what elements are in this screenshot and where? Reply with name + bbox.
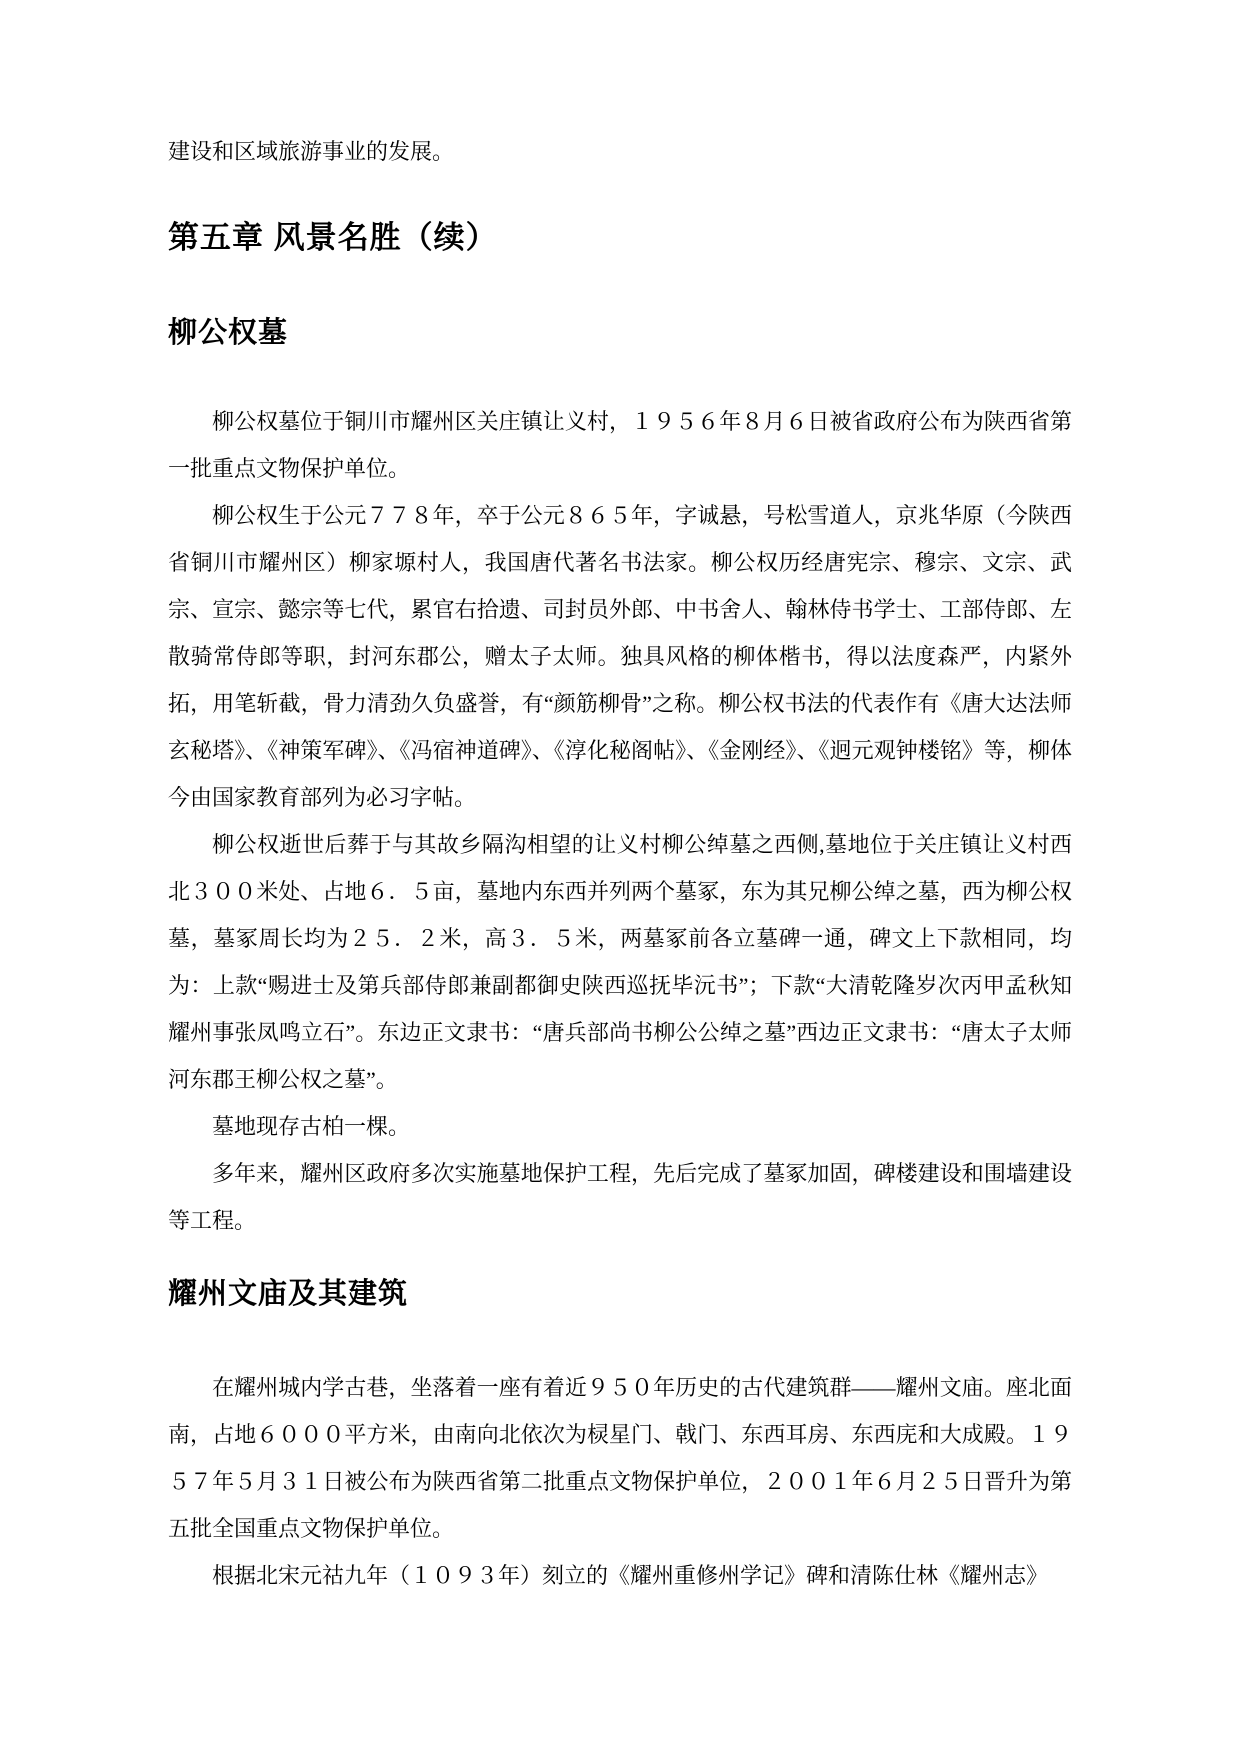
section-heading-yaozhou-temple: 耀州文庙及其建筑 xyxy=(168,1278,409,1310)
paragraph-protection-works: 多年来，耀州区政府多次实施墓地保护工程，先后完成了墓冢加固，碑楼建设和围墙建设等工程。 xyxy=(168,1161,1072,1233)
continuation-text: 建设和区域旅游事业的发展。 xyxy=(168,139,455,164)
paragraph-ancient-cypress: 墓地现存古柏一棵。 xyxy=(212,1114,411,1139)
paragraph-liu-gongquan-biography: 柳公权生于公元７７８年，卒于公元８６５年，字诚悬，号松雪道人，京兆华原（今陕西省铜川市耀州区）柳家塬村人，我国唐代著名书法家。柳公权历经唐宪宗、穆宗、文宗、武宗、宣宗、懿宗等七代，累官右拾遗、司封员外郎、中书舍人、翰林侍书学士、工部侍郎、左散骑常侍郎等职，封河东郡公，赠太子太师。独具风格的柳体楷书，得以法度森严，内紧外拓，用笔斩截，骨力清劲久负盛誉，有“颜筋柳骨”之称。柳公权书法的代表作有《唐大达法师玄秘塔》、《神策军碑》、《冯宿神道碑》、《淳化秘阁帖》、《金刚经》、《迥元观钟楼铭》等，柳体今由国家教育部列为必习字帖。 xyxy=(168,503,1072,810)
paragraph-temple-overview: 在耀州城内学古巷，坐落着一座有着近９５０年历史的古代建筑群——耀州文庙。座北面南，占地６０００平方米，由南向北依次为棂星门、戟门、东西耳房、东西庑和大成殿。１９５７年５月３１日被公布为陕西省第二批重点文物保护单位，２００１年６月２５日晋升为第五批全国重点文物保护单位。 xyxy=(168,1375,1072,1541)
paragraph-tomb-location: 柳公权墓位于铜川市耀州区关庄镇让义村，１９５６年８月６日被省政府公布为陕西省第一批重点文物保护单位。 xyxy=(168,409,1072,481)
paragraph-tomb-description: 柳公权逝世后葬于与其故乡隔沟相望的让义村柳公绰墓之西侧,墓地位于关庄镇让义村西北３００米处、占地６．５亩，墓地内东西并列两个墓冢，东为其兄柳公绰之墓，西为柳公权墓，墓冢周长均为２５．２米，高３．５米，两墓冢前各立墓碑一通，碑文上下款相同，均为：上款“赐进士及第兵部侍郎兼副都御史陕西巡抚毕沅书”；下款“大清乾隆岁次丙甲孟秋知耀州事张凤鸣立石”。东边正文隶书：“唐兵部尚书柳公公绰之墓”西边正文隶书：“唐太子太师河东郡王柳公权之墓”。 xyxy=(168,832,1072,1092)
chapter-heading: 第五章 风景名胜（续） xyxy=(168,220,498,255)
section-heading-liu-gongquan-tomb: 柳公权墓 xyxy=(168,317,289,349)
paragraph-temple-history: 根据北宋元祜九年（１０９３年）刻立的《耀州重修州学记》碑和清陈仕林《耀州志》 xyxy=(212,1563,1049,1588)
